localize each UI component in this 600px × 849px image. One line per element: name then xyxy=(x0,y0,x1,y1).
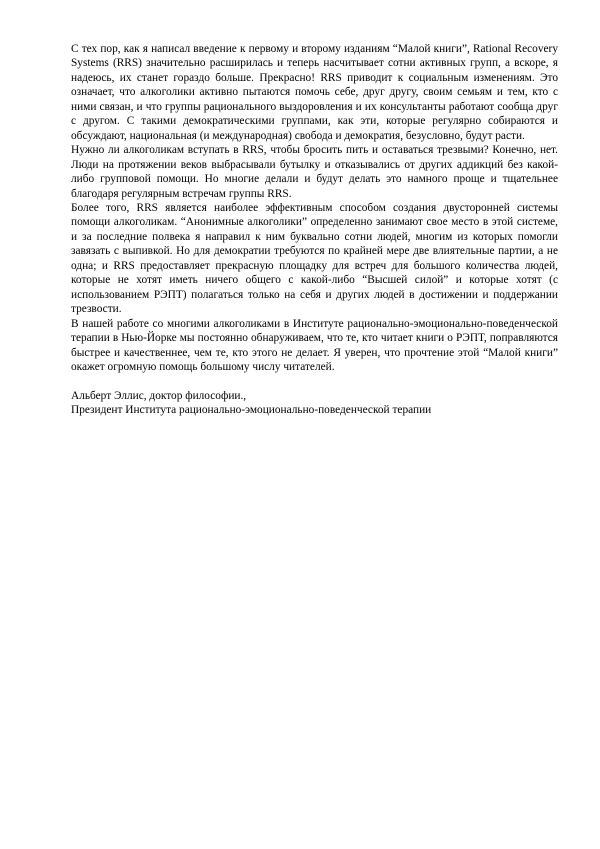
paragraph-2: Нужно ли алкоголикам вступать в RRS, чтобы бросить пить и оставаться трезвыми? Конечно, нет. Люди на протяжении веков выбрасывали бутылку и отказывались от других аддикций без какой-либо групповой помощи. Но многие делали и будут делать это намного проще и тщательнее благодаря регулярным встречам группы RRS. xyxy=(71,144,558,200)
document-page xyxy=(71,42,558,418)
paragraph-4: В нашей работе со многими алкоголиками в Институте рационально-эмоционально-поведенческой терапии в Нью-Йорке мы постоянно обнаруживаем, что те, кто читает книги о РЭПТ, поправляются быстрее и качественнее, чем те, кто этого не делает. Я уверен, что прочтение этой “Малой книги” окажет огромную помощь большому числу читателей. xyxy=(71,317,558,373)
paragraph-1: С тех пор, как я написал введение к первому и второму изданиям “Малой книги”, Rational Recovery Systems (RRS) значительно расширилась и теперь насчитывает сотни активных групп, а вскоре, я надеюсь, их станет гораздо больше. Прекрасно! RRS приводит к социальным изменениям. Это означает, что алкоголики активно пытаются помочь себе, друг другу, своим семьям и тем, кто с ними связан, и что группы рационального выздоровления и их консультанты работают сообща друг с другом. С такими демократическими группами, как эти, которые регулярно собираются и обсуждают, национальная (и международная) свобода и демократия, безусловно, будут расти. xyxy=(71,43,558,142)
signature-title: Президент Института рационально-эмоционально-поведенческой терапии xyxy=(71,404,432,417)
signature-name: Альберт Эллис, доктор философии., xyxy=(71,389,247,402)
paragraph-3: Более того, RRS является наиболее эффективным способом создания двусторонней системы помощи алкоголикам. “Анонимные алкоголики” определенно занимают свое место в этой системе, и за последние полвека я направил к ним буквально сотни людей, многим из которых помогли завязать с выпивкой. Но для демократии требуются по крайней мере две влиятельные партии, а не одна; и RRS предоставляет прекрасную площадку для встреч для большого количества людей, которые не хотят иметь ничего общего с какой-либо “Высшей силой” и которые хотят (с использованием РЭПТ) полагаться только на себя и других людей в достижении и поддержании трезвости. xyxy=(71,201,558,316)
spacer xyxy=(71,374,558,389)
